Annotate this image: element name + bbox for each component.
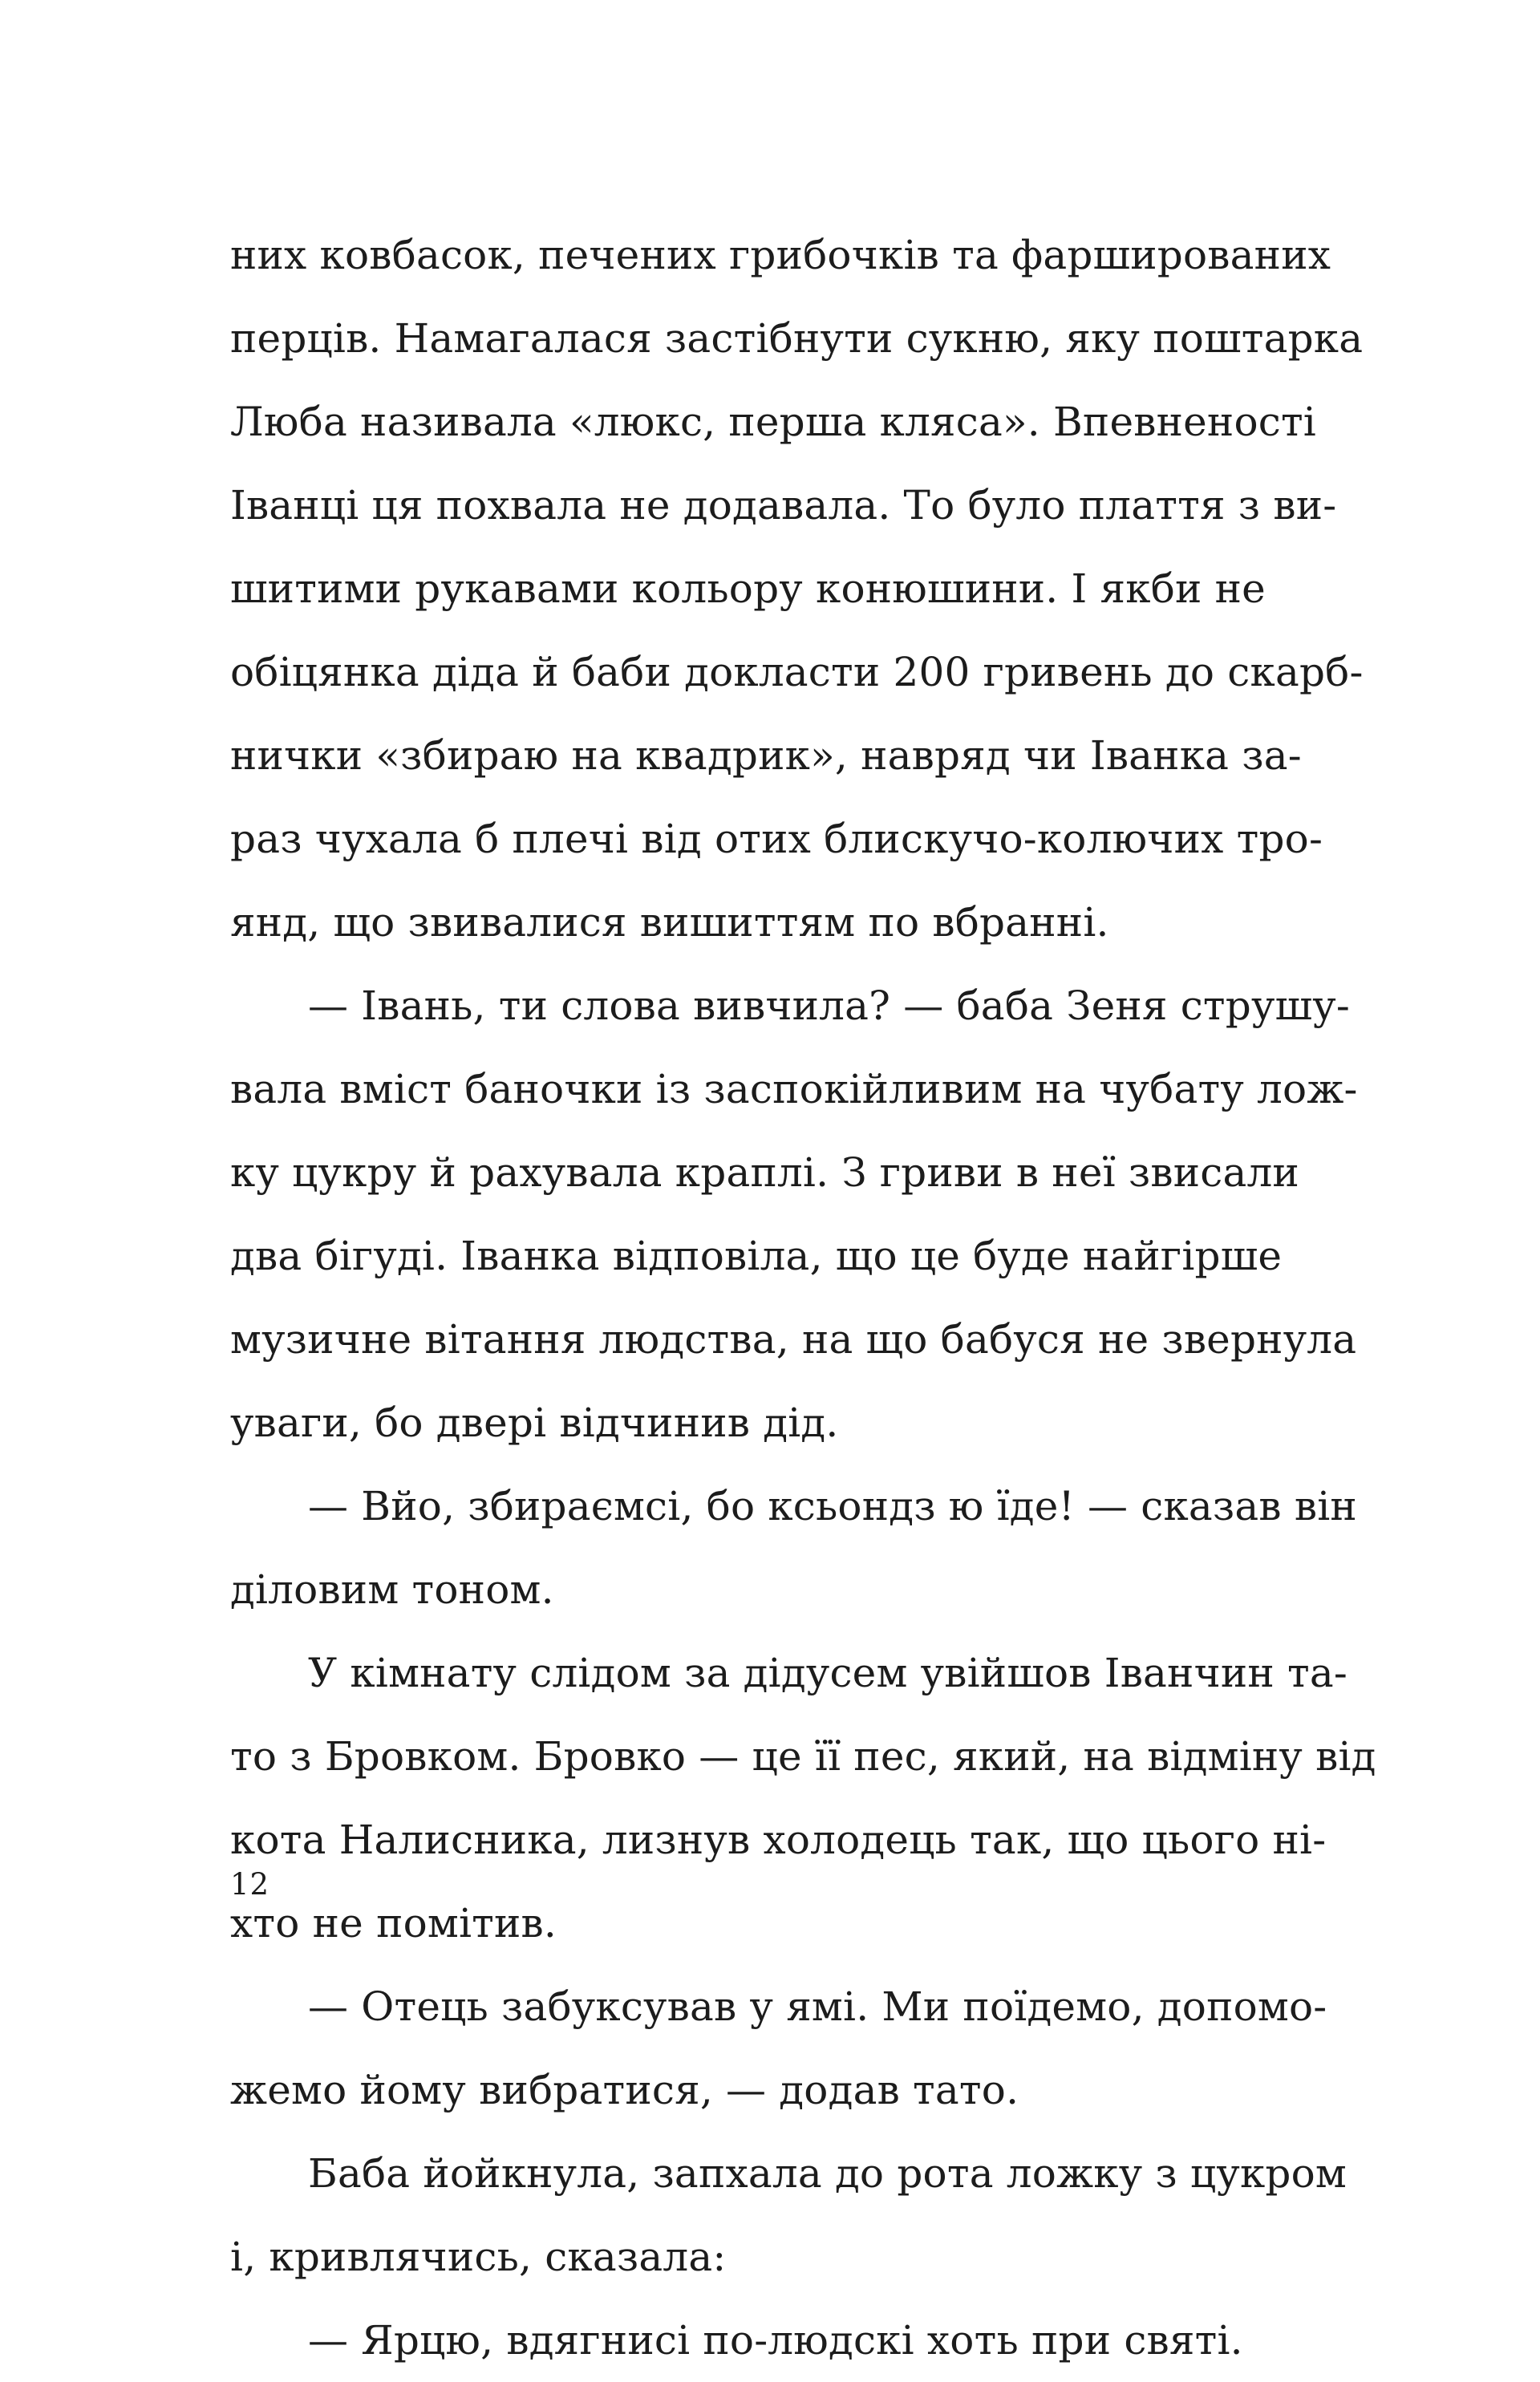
text-line: раз чухала б плечі від отих блискучо-колючих тро- — [230, 816, 1323, 862]
text-line: і, кривлячись, сказала: — [230, 2234, 727, 2280]
text-line: жемо йому вибратися, — додав тато. — [230, 2067, 1019, 2113]
text-line: діловим тоном. — [230, 1566, 554, 1613]
text-line: ку цукру й рахувала краплі. З гриви в неї звисали — [230, 1149, 1299, 1196]
text-line: музичне вітання людства, на що бабуся не звернула — [230, 1316, 1357, 1363]
text-line: то з Бровком. Бровко — це її пес, який, на відміну від — [230, 1733, 1376, 1780]
text-line: янд, що звивалися вишиттям по вбранні. — [230, 899, 1109, 946]
text-line: — Ярцю, вдягнисі по-людскі хоть при святі. — [308, 2317, 1243, 2364]
text-line: У кімнату слідом за дідусем увійшов Іванчин та- — [308, 1650, 1348, 1696]
text-line: — Вйо, збираємсі, бо ксьондз ю їде! — сказав він — [308, 1483, 1357, 1529]
text-line: обіцянка діда й баби докласти 200 гривень до скарб- — [230, 649, 1364, 695]
text-line: вала вміст баночки із заспокійливим на чубату лож- — [230, 1066, 1358, 1112]
body-text — [230, 213, 1376, 2382]
text-line: Люба називала «люкс, перша кляса». Впевненості — [230, 399, 1316, 445]
text-line: хто не помітив. — [230, 1900, 557, 1947]
text-line: Іванці ця похвала не додавала. То було плаття з ви- — [230, 482, 1337, 529]
text-line: перців. Намагалася застібнути сукню, яку поштарка — [230, 315, 1364, 362]
page-number: 12 — [230, 1867, 270, 1902]
text-line: кота Налисника, лизнув холодець так, що цього ні- — [230, 1817, 1327, 1863]
text-line: уваги, бо двері відчинив дід. — [230, 1400, 839, 1446]
text-line: шитими рукавами кольору конюшини. І якби не — [230, 565, 1266, 612]
text-line: два бігуді. Іванка відповіла, що це буде найгірше — [230, 1233, 1283, 1279]
text-line: них ковбасок, печених грибочків та фаршированих — [230, 232, 1331, 278]
text-line: — Отець забуксував у ямі. Ми поїдемо, допомо- — [308, 1983, 1327, 2030]
text-line: нички «збираю на квадрик», навряд чи Іванка за- — [230, 732, 1302, 779]
text-line: Баба йойкнула, запхала до рота ложку з цукром — [308, 2150, 1348, 2197]
text-line: — Івань, ти слова вивчила? — баба Зеня струшу- — [308, 982, 1351, 1029]
